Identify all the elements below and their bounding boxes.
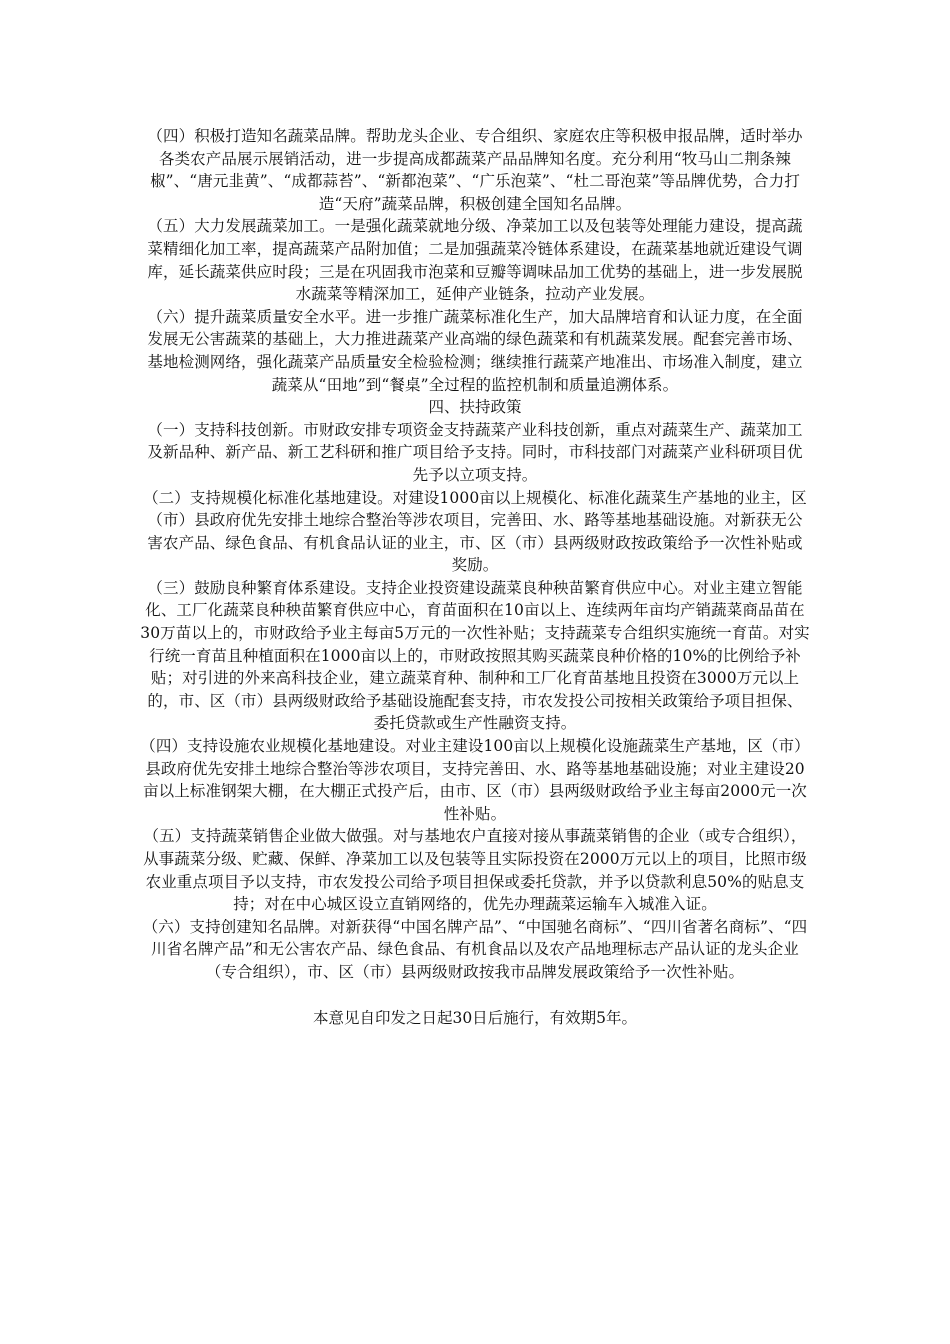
paragraph-seed-breeding: （三）鼓励良种繁育体系建设。支持企业投资建设蔬菜良种秧苗繁育供应中心。对业主建立智能化、工厂化蔬菜良种秧苗繁育供应中心，育苗面积在10亩以上、连续两年亩均产销蔬菜商品苗在30万苗以上的，市财政给予业主每亩5万元的一次性补贴；支持蔬菜专合组织实施统一育苗。对实行统一育苗且种植面积在1000亩以上的，市财政按照其购买蔬菜良种价格的10%的比例给予补贴；对引进的外来高科技企业，建立蔬菜育种、制种和工厂化育苗基地且投资在3000万元以上的，市、区（市）县两级财政给予基础设施配套支持，市农发投公司按相关政策给予项目担保、委托贷款或生产性融资支持。: [140, 578, 810, 733]
paragraph-tech-innovation: （一）支持科技创新。市财政安排专项资金支持蔬菜产业科技创新，重点对蔬菜生产、蔬菜加工及新品种、新产品、新工艺科研和推广项目给予支持。同时，市科技部门对蔬菜产业科研项目优先予以立项支持。: [147, 420, 803, 484]
document-page: [140, 125, 810, 1045]
paragraph-sales-enterprise: （五）支持蔬菜销售企业做大做强。对与基地农户直接对接从事蔬菜销售的企业（或专合组织），从事蔬菜分级、贮藏、保鲜、净菜加工以及包装等且实际投资在2000万元以上的项目，比照市级农业重点项目予以支持，市农发投公司给予项目担保或委托贷款，并予以贷款利息50%的贴息支持；对在中心城区设立直销网络的，优先办理蔬菜运输车入城准入证。: [143, 827, 807, 914]
paragraph-standard-base: （二）支持规模化标准化基地建设。对建设1000亩以上规模化、标准化蔬菜生产基地的业主，区（市）县政府优先安排土地综合整治等涉农项目，完善田、水、路等基地基础设施。对新获无公害农产品、绿色食品、有机食品认证的业主，市、区（市）县两级财政按政策给予一次性补贴或奖励。: [143, 488, 807, 575]
paragraph-brand-building: （四）积极打造知名蔬菜品牌。帮助龙头企业、专合组织、家庭农庄等积极申报品牌，适时举办各类农产品展示展销活动，进一步提高成都蔬菜产品品牌知名度。充分利用“牧马山二荆条辣椒”、“唐元韭黄”、“成都蒜苔”、“新都泡菜”、“广乐泡菜”、“杜二哥泡菜”等品牌优势，合力打造“天府”蔬菜品牌，积极创建全国知名品牌。: [147, 127, 803, 213]
paragraph-facility-agriculture: （四）支持设施农业规模化基地建设。对业主建设100亩以上规模化设施蔬菜生产基地，区（市）县政府优先安排土地综合整治等涉农项目，支持完善田、水、路等基地基础设施；对业主建设20亩以上标准钢架大棚，在大棚正式投产后，由市、区（市）县两级财政给予业主每亩2000元一次性补贴。: [140, 737, 810, 823]
paragraph-vegetable-processing: （五）大力发展蔬菜加工。一是强化蔬菜就地分级、净菜加工以及包装等处理能力建设，提高蔬菜精细化加工率，提高蔬菜产品附加值；二是加强蔬菜冷链体系建设，在蔬菜基地就近建设气调库，延长蔬菜供应时段；三是在巩固我市泡菜和豆瓣等调味品加工优势的基础上，进一步发展脱水蔬菜等精深加工，延伸产业链条，拉动产业发展。: [147, 217, 803, 304]
paragraph-famous-brand: （六）支持创建知名品牌。对新获得“中国名牌产品”、“中国驰名商标”、“四川省著名商标”、“四川省名牌产品”和无公害农产品、绿色食品、有机食品以及农产品地理标志产品认证的龙头企业（专合组织），市、区（市）县两级财政按我市品牌发展政策给予一次性补贴。: [142, 917, 808, 981]
section-heading-support-policy: 四、扶持政策: [428, 398, 522, 417]
paragraph-quality-safety: （六）提升蔬菜质量安全水平。进一步推广蔬菜标准化生产，加大品牌培育和认证力度，在全面发展无公害蔬菜的基础上，大力推进蔬菜产业高端的绿色蔬菜和有机蔬菜发展。配套完善市场、基地检测网络，强化蔬菜产品质量安全检验检测；继续推行蔬菜产地准出、市场准入制度，建立蔬菜从“田地”到“餐桌”全过程的监控机制和质量追溯体系。: [147, 307, 803, 394]
closing-statement: 本意见自印发之日起30日后施行，有效期5年。: [312, 1008, 638, 1027]
